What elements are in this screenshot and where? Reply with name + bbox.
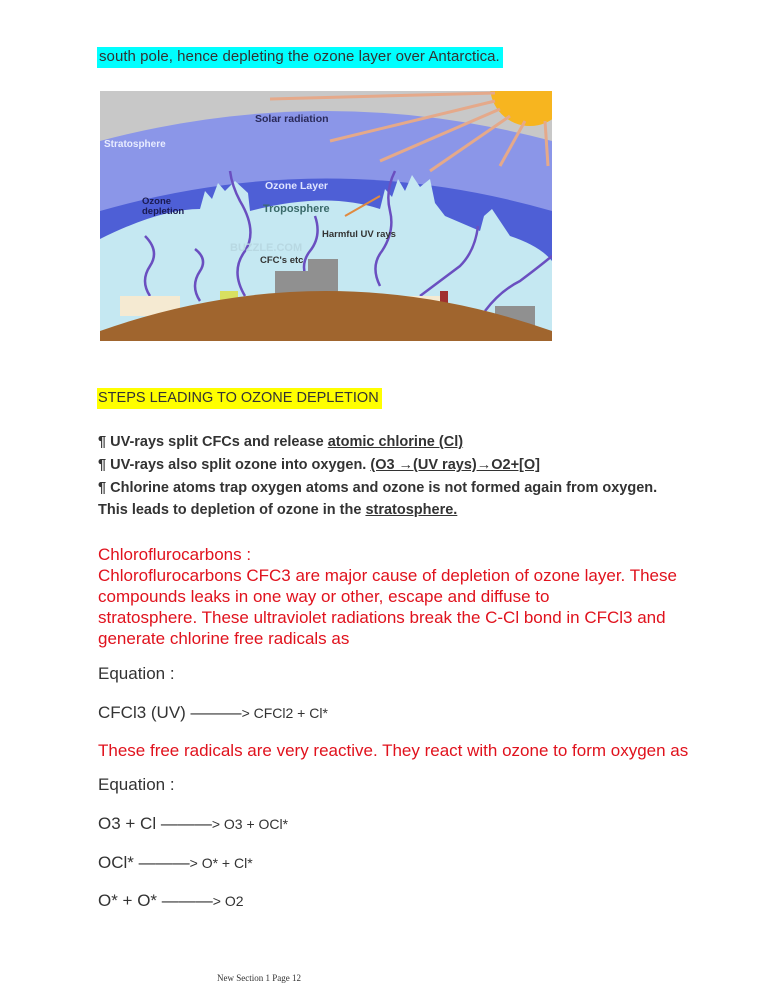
step-3: ¶ Chlorine atoms trap oxygen atoms and ozone is not formed again from oxygen. [98,480,658,496]
label-depletion: depletion [142,206,185,217]
page-footer: New Section 1 Page 12 [217,973,301,983]
equation-ozone-chlorine: O3 + Cl ———> O3 + OCl* [98,814,289,833]
cfc-paragraph-line: stratosphere. These ultraviolet radiations break the C-Cl bond in CFCl3 and [98,608,666,627]
pilcrow-icon: ¶ [98,434,107,450]
cfc-paragraph-line: generate chlorine free radicals as [98,629,350,648]
label-ozone-layer: Ozone Layer [265,180,329,192]
section-heading: STEPS LEADING TO OZONE DEPLETION [97,388,382,409]
cfc-paragraph-line: compounds leaks in one way or other, escape and diffuse to [98,587,550,606]
step-3-continued: This leads to depletion of ozone in the stratosphere. [98,502,458,518]
highlighted-text-line: south pole, hence depleting the ozone layer over Antarctica. [97,47,503,68]
watermark: BUZZLE.COM [230,242,303,254]
cfc-paragraph-line: Chloroflurocarbons CFC3 are major cause of depletion of ozone layer. These [98,566,677,585]
label-ozone: Ozone [142,196,172,207]
step-1: ¶ UV-rays split CFCs and release atomic chlorine (Cl) [98,434,464,450]
label-harmful-uv: Harmful UV rays [322,229,396,240]
ozone-depletion-diagram [100,91,552,341]
label-solar-radiation: Solar radiation [255,113,329,125]
step-2: ¶ UV-rays also split ozone into oxygen. (O3 →(UV rays)→O2+[O] [98,457,540,473]
equation-oxygen: O* + O* ———> O2 [98,891,244,910]
pilcrow-icon: ¶ [98,457,107,473]
equation-ocl: OCl* ———> O* + Cl* [98,853,253,872]
cfc-title: Chloroflurocarbons : [98,545,252,564]
equation-label: Equation : [98,664,175,683]
equation-cfcl3: CFCl3 (UV) ———> CFCl2 + Cl* [98,703,328,722]
label-stratosphere: Stratosphere [104,139,166,150]
underlined-term: (O3 →(UV rays)→O2+[O] [370,457,540,473]
radicals-text: These free radicals are very reactive. They react with ozone to form oxygen as [98,741,689,760]
pilcrow-icon: ¶ [98,480,107,496]
underlined-term: stratosphere. [365,502,458,518]
label-cfcs: CFC's etc [260,255,304,266]
underlined-term: atomic chlorine (Cl) [327,434,464,450]
equation-label: Equation : [98,775,175,794]
label-troposphere: Troposphere [263,203,330,215]
